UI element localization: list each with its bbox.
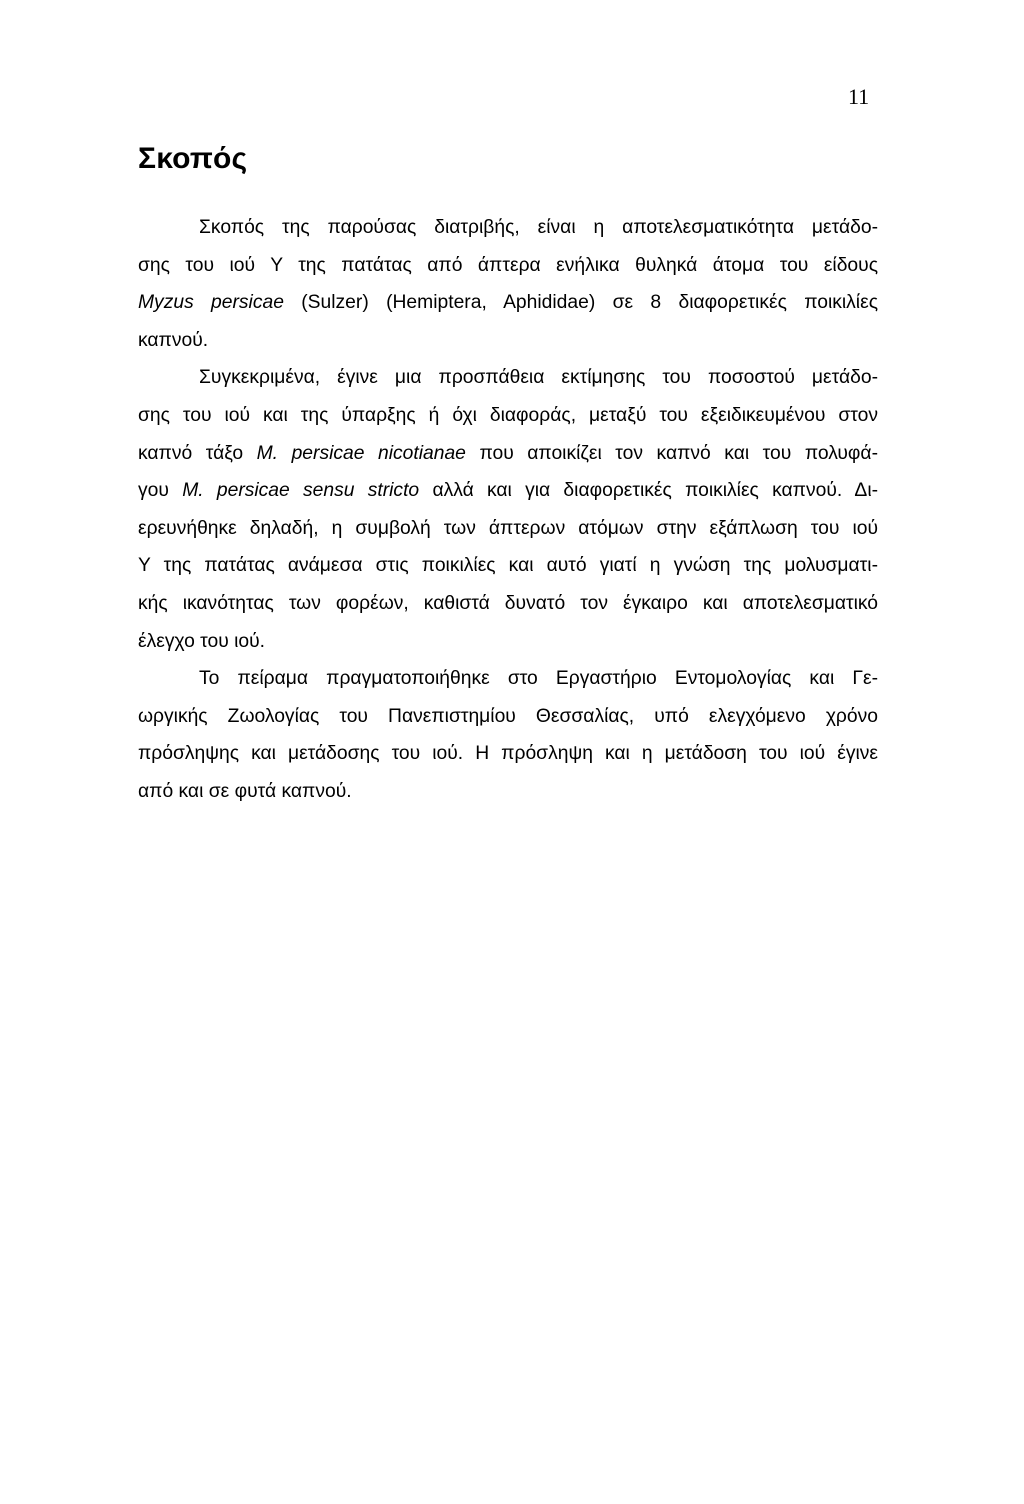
line-text: σης του ιού Υ της πατάτας από άπτερα ενήλικα θυληκά άτομα του είδους bbox=[138, 254, 878, 276]
body-text bbox=[138, 209, 878, 811]
paragraph-line bbox=[138, 209, 878, 247]
line-text: πρόσληψης και μετάδοσης του ιού. Η πρόσληψη και η μετάδοση του ιού έγινε bbox=[138, 743, 878, 765]
line-text: καπνού. bbox=[138, 329, 209, 351]
line-text: κής ικανότητας των φορέων, καθιστά δυνατό τον έγκαιρο και αποτελεσματικό bbox=[138, 592, 878, 614]
paragraph-line bbox=[138, 322, 878, 360]
paragraph-line bbox=[138, 359, 878, 397]
paragraph-line bbox=[138, 773, 878, 811]
line-text: Το πείραμα πραγματοποιήθηκε στο Εργαστήριο Εντομολογίας και Γε- bbox=[199, 668, 878, 690]
line-text: αλλά και για διαφορετικές ποικιλίες καπνού. Δι- bbox=[419, 480, 879, 502]
line-text: Υ της πατάτας ανάμεσα στις ποικιλίες και αυτό γιατί η γνώση της μολυσματι- bbox=[138, 555, 878, 577]
line-text: Συγκεκριμένα, έγινε μια προσπάθεια εκτίμησης του ποσοστού μετάδο- bbox=[199, 367, 878, 389]
paragraph-line bbox=[138, 435, 878, 473]
line-text: ωργικής Ζωολογίας του Πανεπιστημίου Θεσσαλίας, υπό ελεγχόμενο χρόνο bbox=[138, 705, 878, 727]
species-name: M. persicae nicotianae bbox=[256, 442, 466, 464]
line-text: (Sulzer) (Hemiptera, Aphididae) σε 8 διαφορετικές ποικιλίες bbox=[283, 292, 878, 314]
paragraph-line bbox=[138, 472, 878, 510]
page-number: 11 bbox=[848, 84, 870, 109]
paragraph-line bbox=[138, 585, 878, 623]
paragraph-line bbox=[138, 623, 878, 661]
line-text: από και σε φυτά καπνού. bbox=[138, 780, 352, 802]
paragraph-line bbox=[138, 735, 878, 773]
paragraph-line bbox=[138, 247, 878, 285]
paragraph-line bbox=[138, 510, 878, 548]
line-text: έλεγχο του ιού. bbox=[138, 630, 266, 652]
line-text: που αποικίζει τον καπνό και του πολυφά- bbox=[465, 442, 878, 464]
line-prefix: καπνό τάξο bbox=[138, 442, 257, 464]
line-text: ερευνήθηκε δηλαδή, η συμβολή των άπτερων ατόμων στην εξάπλωση του ιού bbox=[138, 517, 878, 539]
paragraph-line bbox=[138, 397, 878, 435]
line-text: Σκοπός της παρούσας διατριβής, είναι η αποτελεσματικότητα μετάδο- bbox=[199, 217, 878, 238]
line-text: σης του ιού και της ύπαρξης ή όχι διαφοράς, μεταξύ του εξειδικευμένου στον bbox=[138, 404, 878, 426]
species-name: M. persicae sensu stricto bbox=[182, 480, 420, 502]
paragraph-line bbox=[138, 547, 878, 585]
paragraph-line bbox=[138, 660, 878, 698]
species-name: Myzus persicae bbox=[138, 292, 284, 314]
paragraph-line bbox=[138, 284, 878, 322]
line-prefix: γου bbox=[138, 480, 183, 502]
section-heading: Σκοπός bbox=[138, 142, 248, 175]
paragraph-line bbox=[138, 698, 878, 736]
